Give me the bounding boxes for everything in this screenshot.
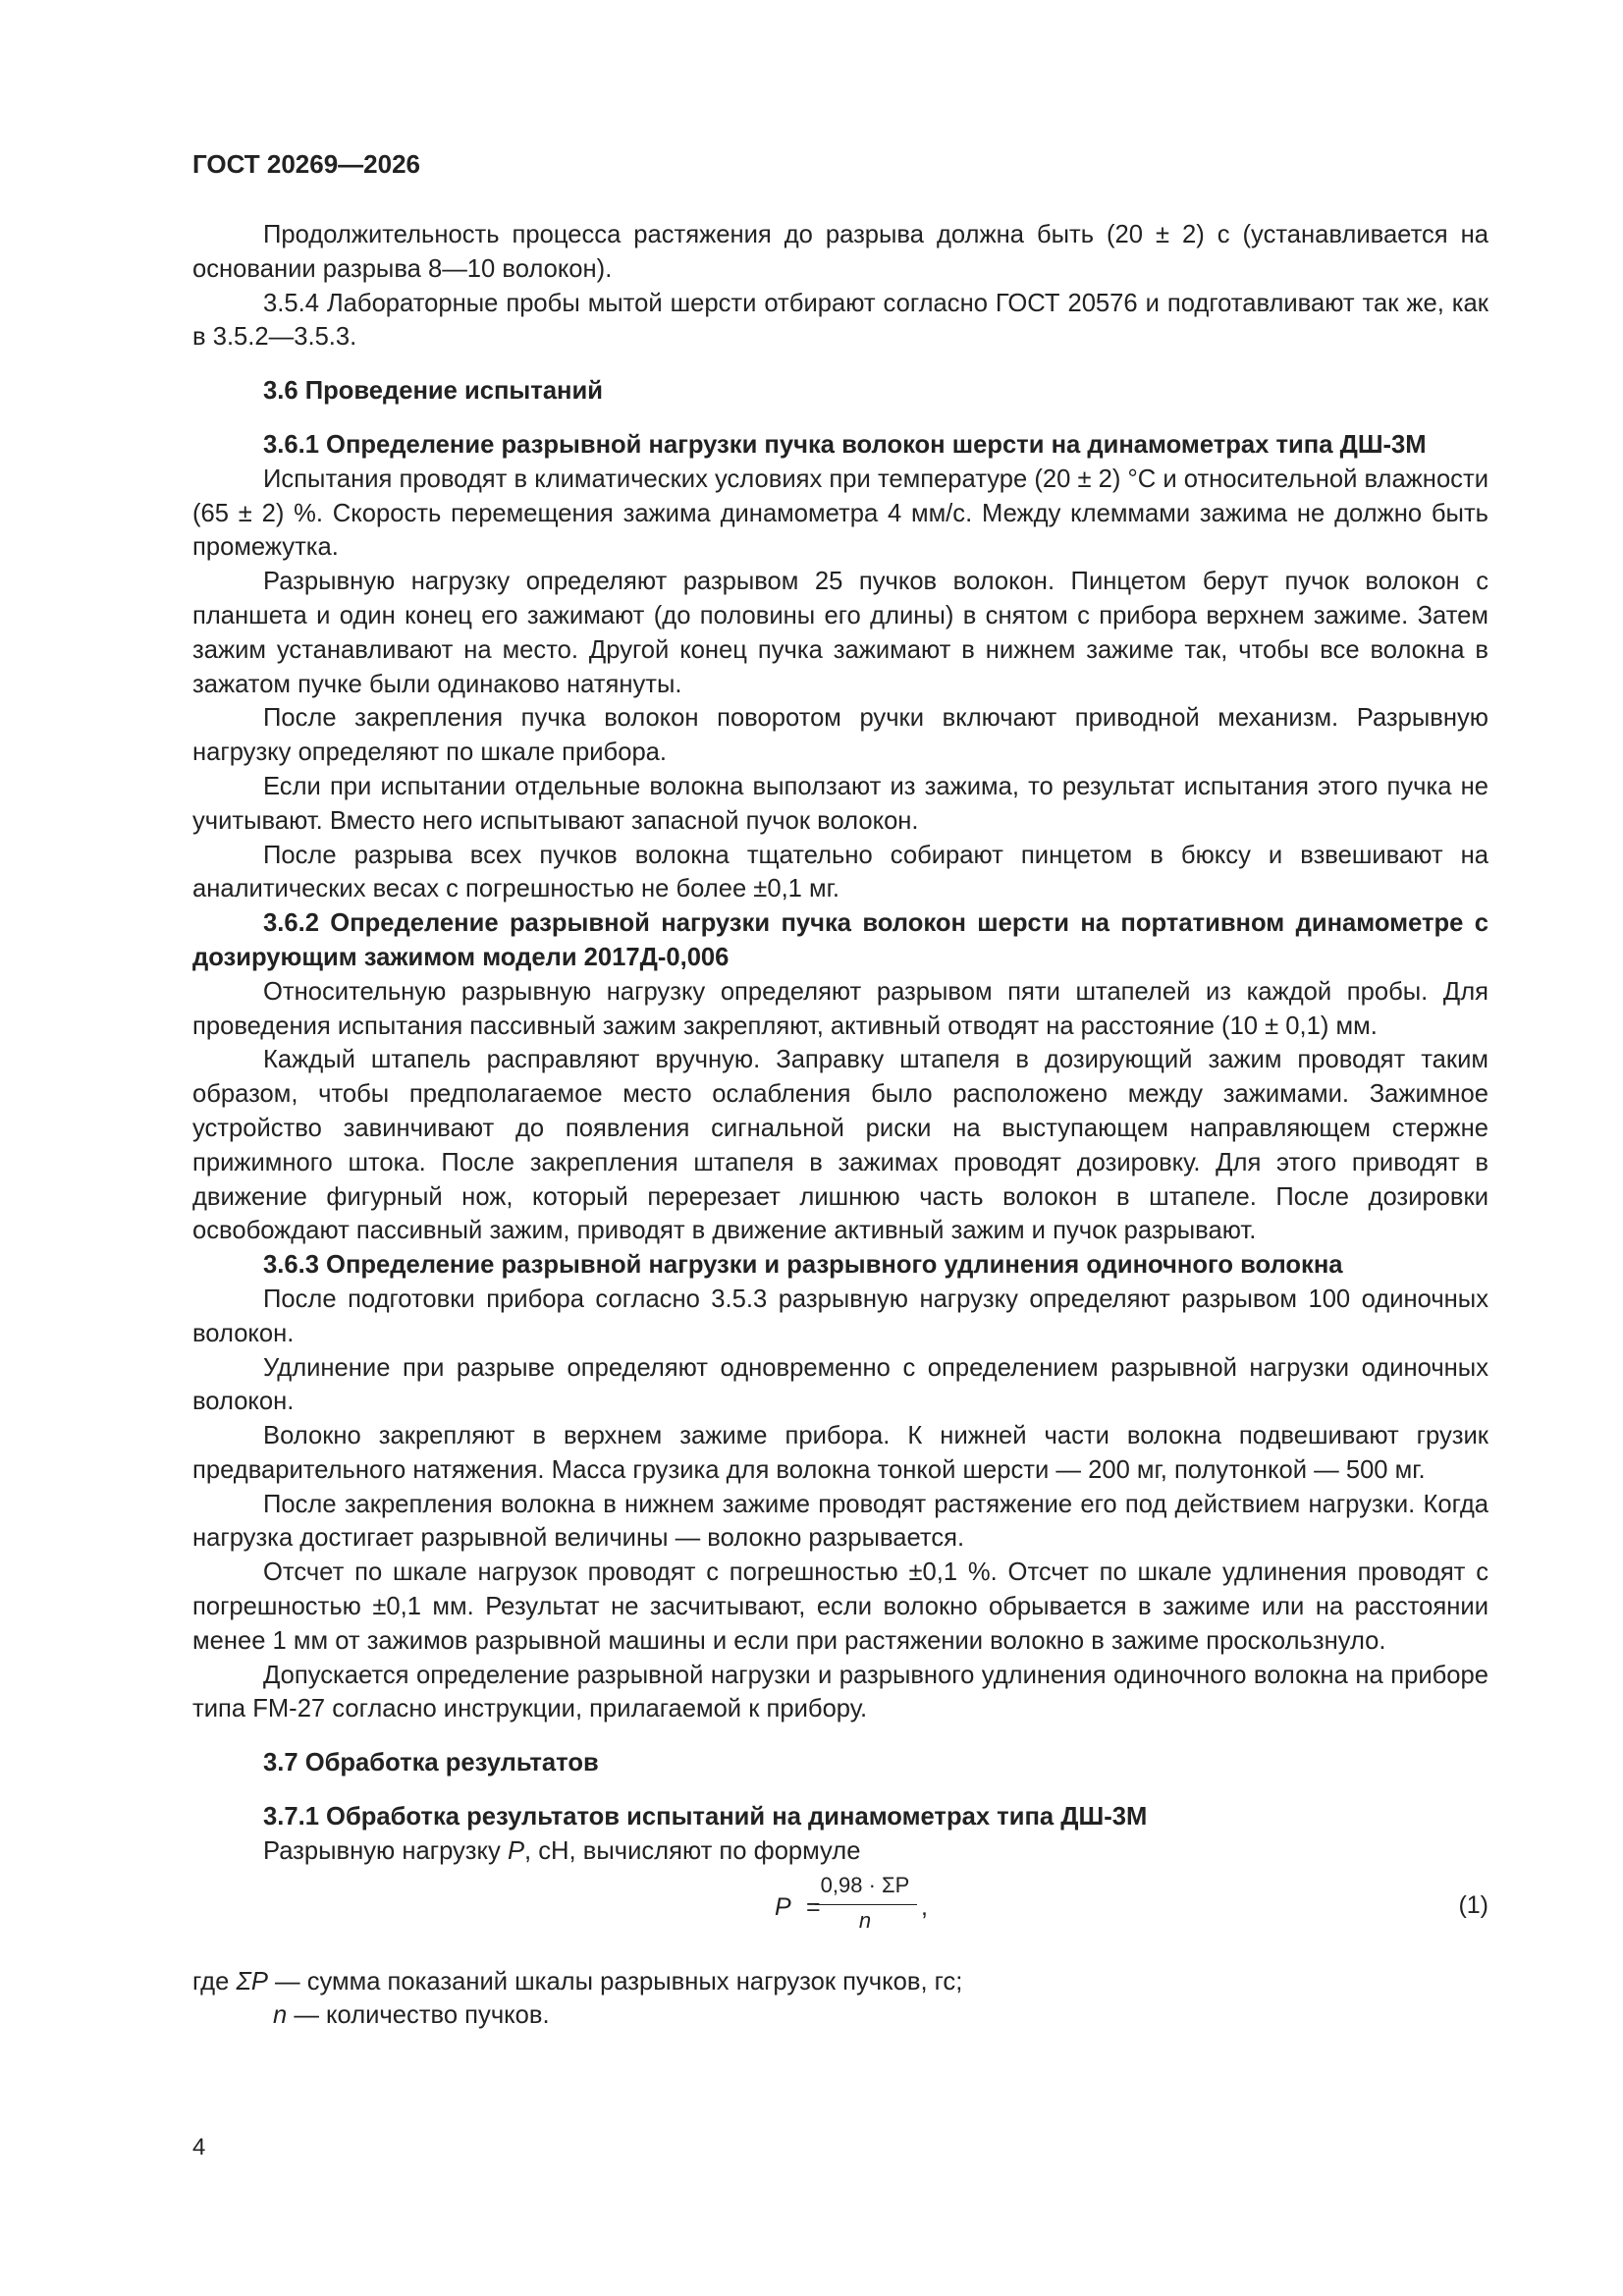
document-body [192,218,1488,2033]
paragraph: Удлинение при разрыве определяют одновременно с определением разрывной нагрузки одиночных волокон. [192,1353,1488,1416]
paragraph: После закрепления волокна в нижнем зажиме проводят растяжение его под действием нагрузки. Когда нагрузка достигает разрывной величины — волокно разрывается. [192,1490,1488,1553]
paragraph: Если при испытании отдельные волокна выползают из зажима, то результат испытания этого пучка не учитывают. Вместо него испытывают запасной пучок волокон. [192,772,1488,835]
paragraph: Допускается определение разрывной нагрузки и разрывного удлинения одиночного волокна на приборе типа FM-27 согласно инструкции, прилагаемой к прибору. [192,1661,1488,1723]
subsection-heading: 3.6.1 Определение разрывной нагрузки пучка волокон шерсти на динамометрах типа ДШ-3М [263,430,1427,459]
formula-equals: = [806,1892,821,1921]
subsection-heading: 3.7.1 Обработка результатов испытаний на динамометрах типа ДШ-3М [263,1803,1148,1831]
paragraph: После разрыва всех пучков волокна тщательно собирают пинцетом в бюксу и взвешивают на аналитических весах с погрешностью не более ±0,1 мг. [192,841,1488,903]
fraction-bar [815,1904,917,1905]
formula-number: (1) [1458,1890,1488,1919]
document-header: ГОСТ 20269—2026 [192,149,420,179]
paragraph: После подготовки прибора согласно 3.5.3 разрывную нагрузку определяют разрывом 100 одиночных волокон. [192,1285,1488,1347]
subsection-heading: 3.6.2 Определение разрывной нагрузки пучка волокон шерсти на портативном динамометре с дозирующим зажимом модели 2017Д-0,006 [192,909,1488,971]
paragraph: После закрепления пучка волокон поворотом ручки включают приводной механизм. Разрывную нагрузку определяют по шкале прибора. [192,704,1488,767]
paragraph: Относительную разрывную нагрузку определяют разрывом пяти штапелей из каждой пробы. Для проведения испытания пассивный зажим закрепляют, активный отводят на расстояние (10 ± 0,1) мм. [192,977,1488,1040]
formula-denominator: n [858,1907,872,1933]
formula-numerator: 0,98 · ΣP [820,1872,910,1897]
formula-1 [192,1871,1488,1965]
section-heading: 3.7 Обработка результатов [263,1749,599,1777]
definition-n: n — количество пучков. [273,2001,550,2030]
paragraph: Продолжительность процесса растяжения до разрыва должна быть (20 ± 2) с (устанавливается на основании разрыва 8—10 волокон). [192,221,1488,283]
paragraph: Испытания проводят в климатических условиях при температуре (20 ± 2) °С и относительной влажности (65 ± 2) %. Скорость перемещения зажима динамометра 4 мм/с. Между клеммами зажима не должно быть промежутка. [192,465,1488,562]
formula-comma: , [921,1892,928,1921]
paragraph: Разрывную нагрузку определяют разрывом 25 пучков волокон. Пинцетом берут пучок волокон с планшета и один конец его зажимают (до половины его длины) в снятом с прибора верхнем зажиме. Затем зажим устанавливают на место. Другой конец пучка зажимают в нижнем зажиме так, чтобы все волокна в зажатом пучке были одинаково натянуты. [192,568,1488,698]
paragraph: Волокно закрепляют в верхнем зажиме прибора. К нижней части волокна подвешивают грузик предварительного натяжения. Масса грузика для волокна тонкой шерсти — 200 мг, полутонкой — 500 мг. [192,1422,1488,1484]
definition-sum: где ΣP — сумма показаний шкалы разрывных нагрузок пучков, гс; [192,1967,963,1995]
paragraph: Отсчет по шкале нагрузок проводят с погрешностью ±0,1 %. Отсчет по шкале удлинения проводят с погрешностью ±0,1 мм. Результат не засчитывают, если волокно обрывается в зажиме или на расстоянии менее 1 мм от зажимов разрывной машины и если при растяжении волокно в зажиме проскользнуло. [192,1558,1488,1655]
formula-intro: Разрывную нагрузку P, сН, вычисляют по формуле [263,1836,861,1865]
paragraph: Каждый штапель расправляют вручную. Заправку штапеля в дозирующий зажим проводят таким образом, чтобы предполагаемое место ослабления было расположено между зажимами. Зажимное устройство завинчивают до появления сигнальной риски на выступающем направляющем стержне прижимного штока. После закрепления штапеля в зажимах проводят дозировку. Для этого приводят в движение фигурный нож, который перерезает лишнюю часть волокон в штапеле. После дозировки освобождают пассивный зажим, приводят в движение активный зажим и пучок разрывают. [192,1046,1488,1245]
paragraph: 3.5.4 Лабораторные пробы мытой шерсти отбирают согласно ГОСТ 20576 и подготавливают так же, как в 3.5.2—3.5.3. [192,289,1488,352]
section-heading: 3.6 Проведение испытаний [263,377,603,406]
page-number: 4 [192,2134,206,2160]
formula-lhs: P [775,1892,791,1921]
subsection-heading: 3.6.3 Определение разрывной нагрузки и разрывного удлинения одиночного волокна [263,1251,1343,1280]
